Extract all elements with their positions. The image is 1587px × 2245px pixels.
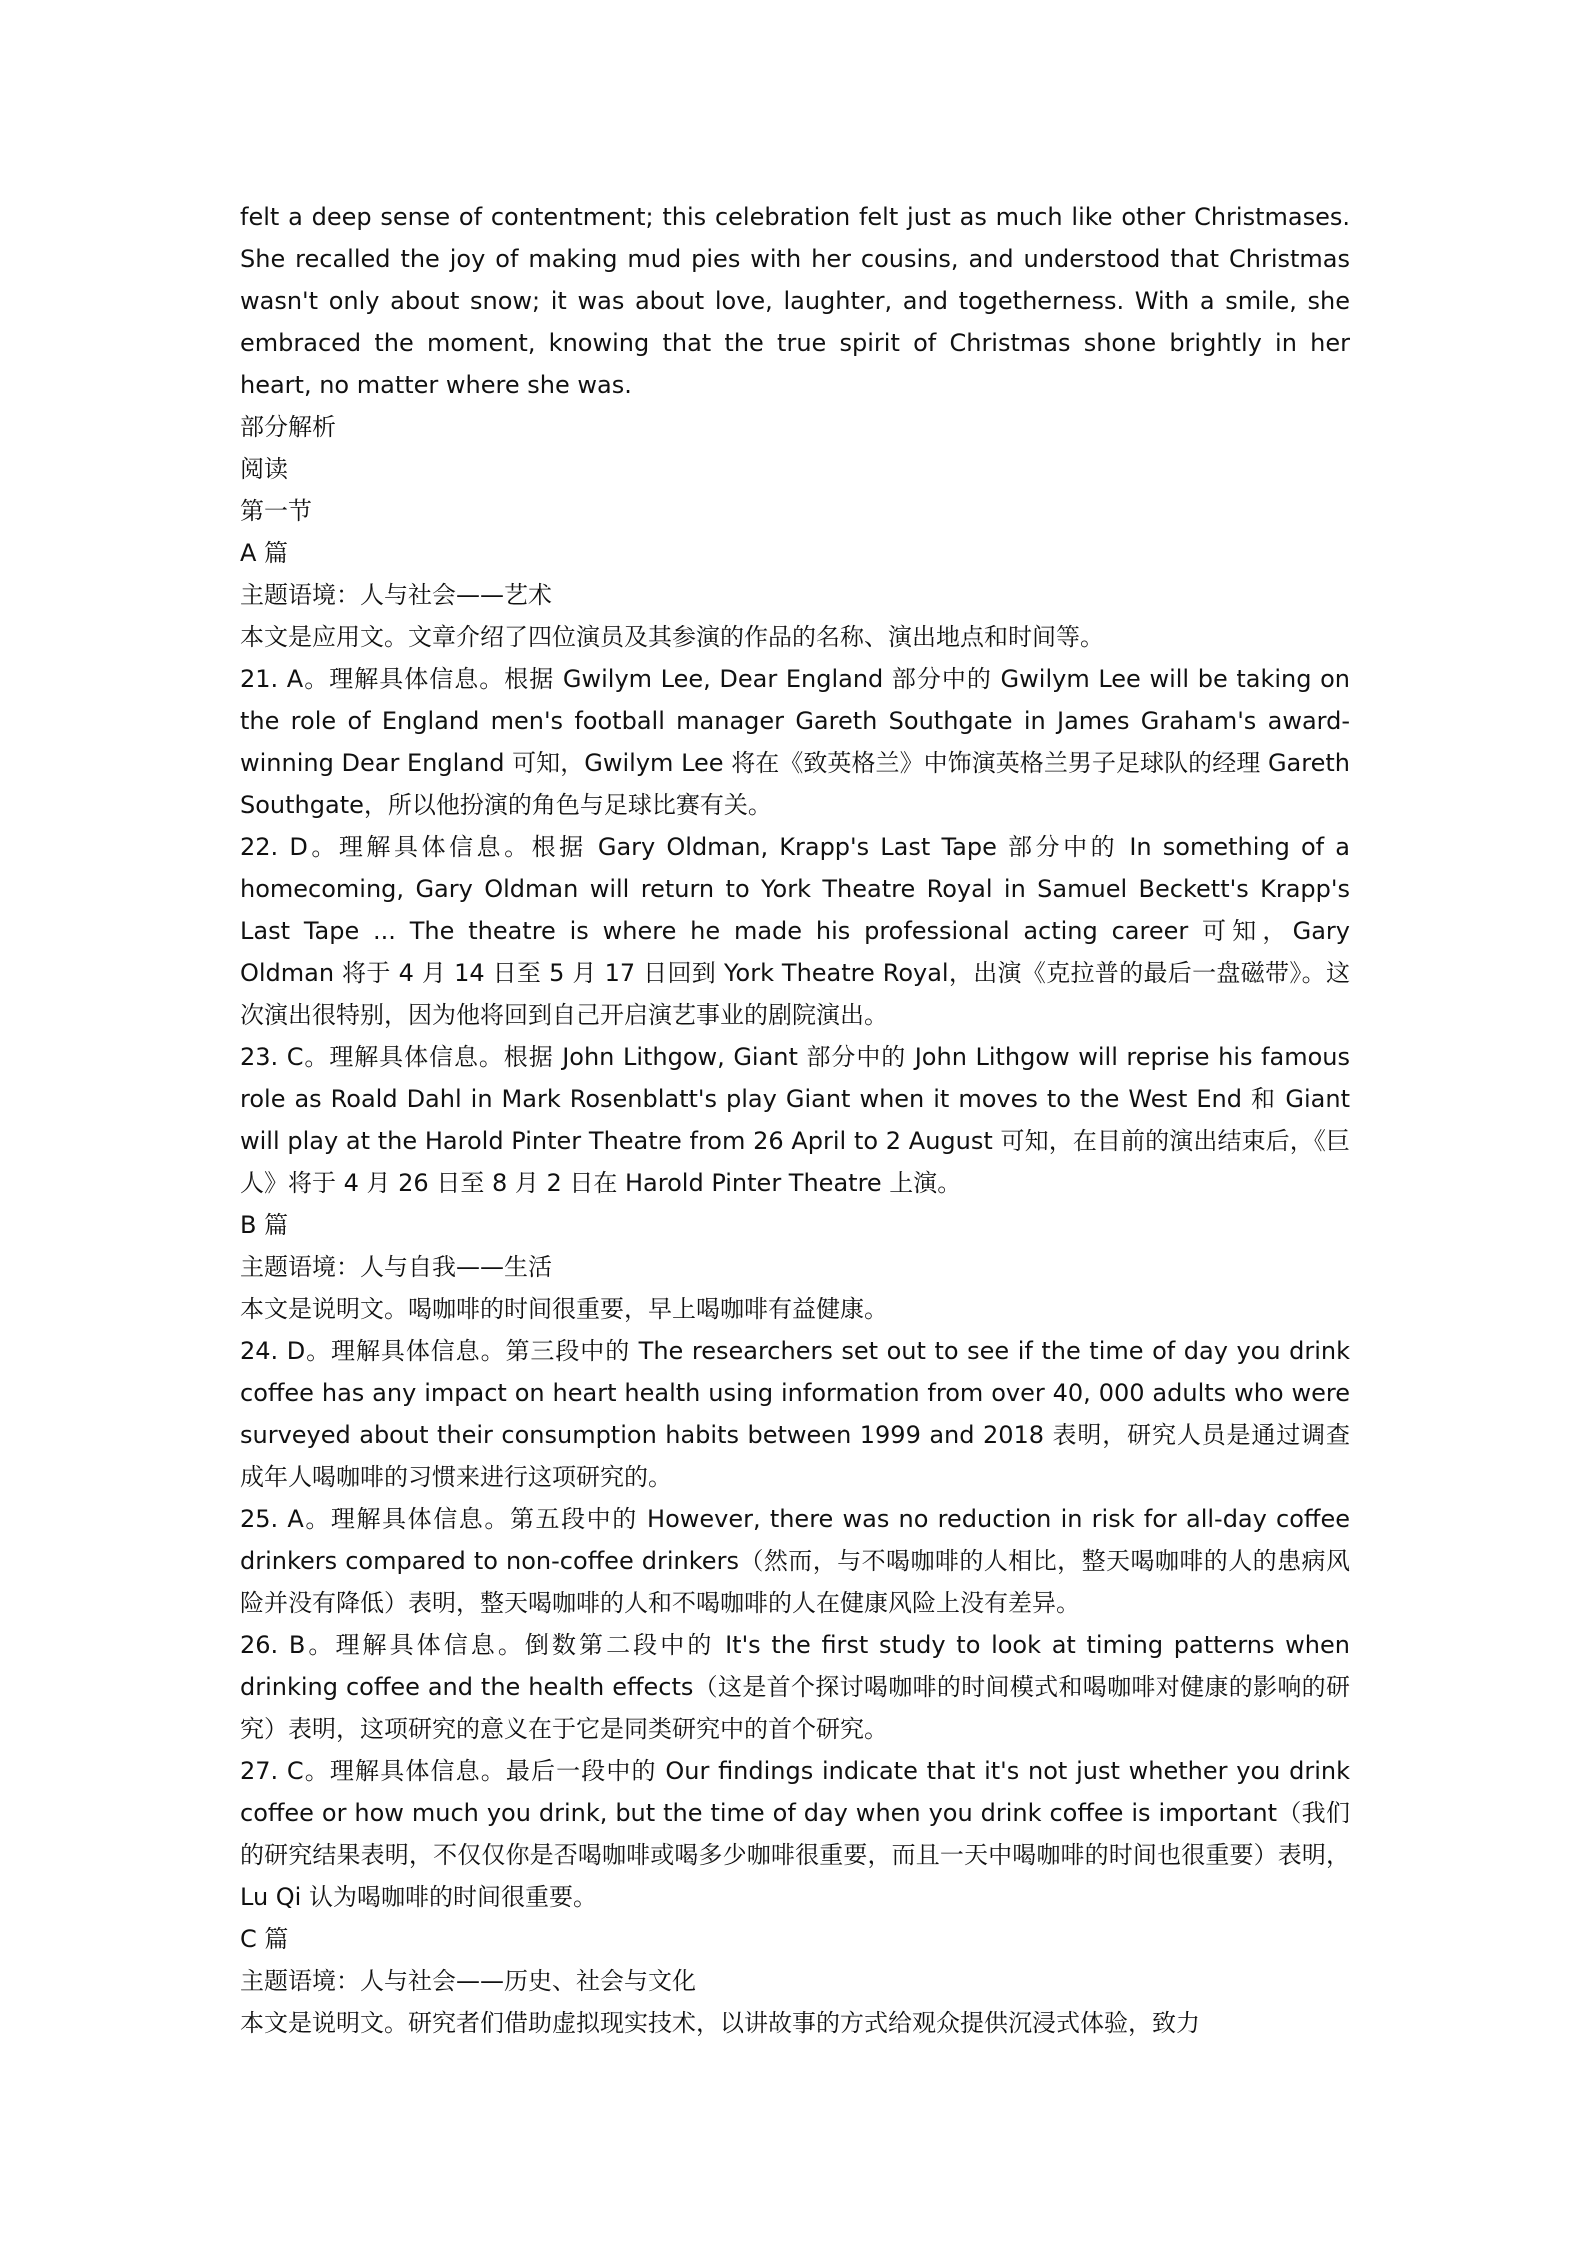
passage-c-summary: 本文是说明文。研究者们借助虚拟现实技术，以讲故事的方式给观众提供沉浸式体验，致力 — [240, 2009, 1200, 2037]
answer-26: 26. B。理解具体信息。倒数第二段中的 It's the first study to look at timing patterns when drinking coffee and the health effects（这是首个探讨喝咖啡的时间模式和喝咖啡对健康的影响的研究）表明，这项研究的意义在于它是同类研究中的首个研究。 — [240, 1631, 1350, 1743]
answer-25: 25. A。理解具体信息。第五段中的 However, there was no reduction in risk for all-day coffee drinkers compared to non-coffee drinkers（然而，与不喝咖啡的人相比，整天喝咖啡的人的患病风险并没有降低）表明，整天喝咖啡的人和不喝咖啡的人在健康风险上没有差异。 — [240, 1505, 1350, 1617]
heading-analysis: 部分解析 — [240, 413, 336, 441]
passage-b-title: B 篇 — [240, 1211, 289, 1239]
heading-reading: 阅读 — [240, 455, 288, 483]
document-page — [240, 196, 1350, 2044]
passage-a-title: A 篇 — [240, 539, 289, 567]
answer-22: 22. D。理解具体信息。根据 Gary Oldman, Krapp's Last Tape 部分中的 In something of a homecoming, Gary Oldman will return to York Theatre Royal in Samuel Beckett's Krapp's Last Tape ... The theatre is where he made his professional acting career 可知，Gary Oldman 将于 4 月 14 日至 5 月 17 日回到 York Theatre Royal，出演《克拉普的最后一盘磁带》。这次演出很特别，因为他将回到自己开启演艺事业的剧院演出。 — [240, 833, 1350, 1029]
passage-b-summary: 本文是说明文。喝咖啡的时间很重要，早上喝咖啡有益健康。 — [240, 1295, 888, 1323]
passage-a-theme: 主题语境：人与社会——艺术 — [240, 581, 552, 609]
heading-section-one: 第一节 — [240, 497, 312, 525]
answer-23: 23. C。理解具体信息。根据 John Lithgow, Giant 部分中的 John Lithgow will reprise his famous role as Roald Dahl in Mark Rosenblatt's play Giant when it moves to the West End 和 Giant will play at the Harold Pinter Theatre from 26 April to 2 August 可知，在目前的演出结束后，《巨人》将于 4 月 26 日至 8 月 2 日在 Harold Pinter Theatre 上演。 — [240, 1043, 1350, 1197]
passage-c-theme: 主题语境：人与社会——历史、社会与文化 — [240, 1967, 696, 1995]
passage-a-summary: 本文是应用文。文章介绍了四位演员及其参演的作品的名称、演出地点和时间等。 — [240, 623, 1104, 651]
passage-b-theme: 主题语境：人与自我——生活 — [240, 1253, 552, 1281]
answer-27: 27. C。理解具体信息。最后一段中的 Our findings indicate that it's not just whether you drink coffee or how much you drink, but the time of day when you drink coffee is important（我们的研究结果表明，不仅仅你是否喝咖啡或喝多少咖啡很重要，而且一天中喝咖啡的时间也很重要）表明，Lu Qi 认为喝咖啡的时间很重要。 — [240, 1757, 1350, 1911]
answer-21: 21. A。理解具体信息。根据 Gwilym Lee, Dear England 部分中的 Gwilym Lee will be taking on the role of England men's football manager Gareth Southgate in James Graham's award-winning Dear England 可知，Gwilym Lee 将在《致英格兰》中饰演英格兰男子足球队的经理 Gareth Southgate，所以他扮演的角色与足球比赛有关。 — [240, 665, 1350, 819]
intro-paragraph: felt a deep sense of contentment; this celebration felt just as much like other Christmases. She recalled the joy of making mud pies with her cousins, and understood that Christmas wasn't only about snow; it was about love, laughter, and togetherness. With a smile, she embraced the moment, knowing that the true spirit of Christmas shone brightly in her heart, no matter where she was. — [240, 203, 1350, 399]
passage-c-title: C 篇 — [240, 1925, 289, 1953]
answer-24: 24. D。理解具体信息。第三段中的 The researchers set out to see if the time of day you drink coffee has any impact on heart health using information from over 40, 000 adults who were surveyed about their consumption habits between 1999 and 2018 表明，研究人员是通过调查成年人喝咖啡的习惯来进行这项研究的。 — [240, 1337, 1350, 1491]
